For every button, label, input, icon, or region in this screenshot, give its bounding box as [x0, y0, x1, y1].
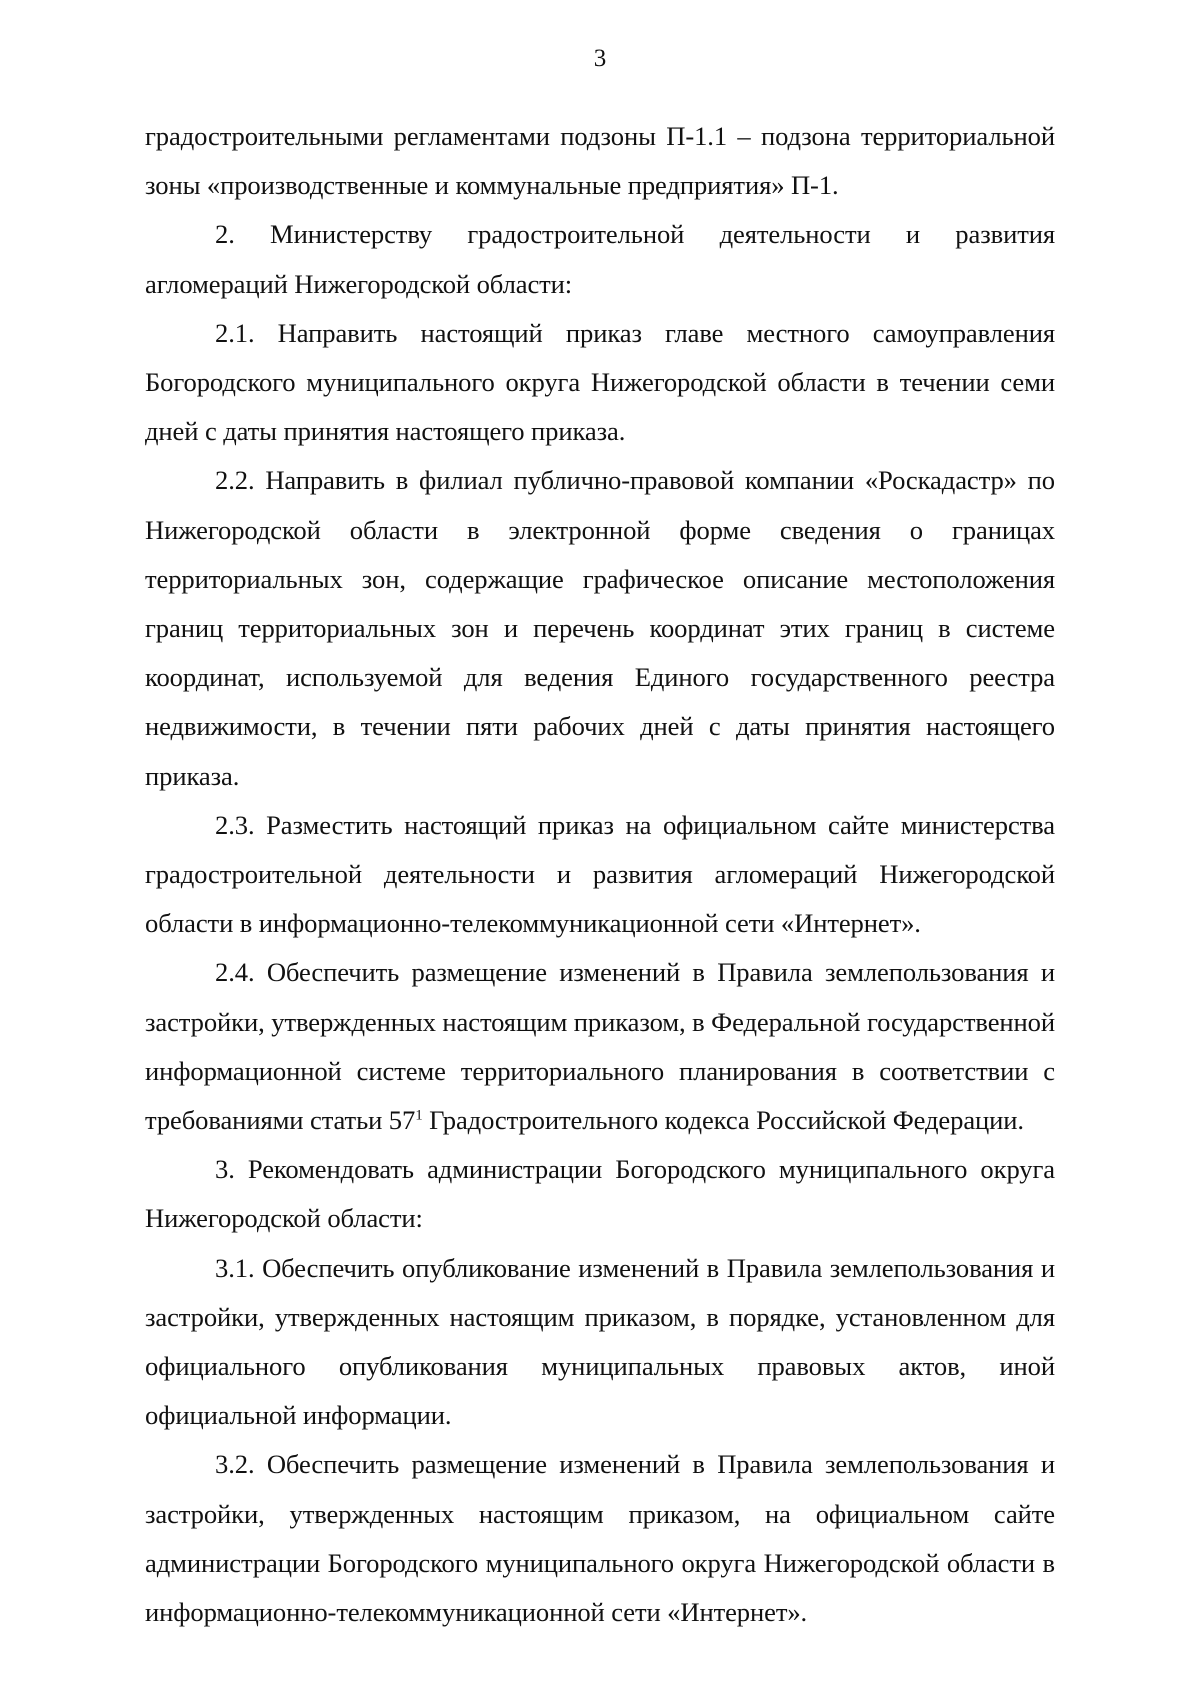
paragraph-item-2-4: [145, 948, 1055, 1145]
article-superscript: 1: [415, 1107, 423, 1124]
paragraph-item-3-2: 3.2. Обеспечить размещение изменений в Правила землепользования и застройки, утвержденных настоящим приказом, на официальном сайте администрации Богородского муниципального округа Нижегородской области в информационно-телекоммуникационной сети «Интернет».: [145, 1449, 1055, 1628]
paragraph-item-2-4-text: 2.4. Обеспечить размещение изменений в Правила землепользования и застройки, утвержденных настоящим приказом, в Федеральной государственной информационной системе территориального планирования в соответствии с требованиями статьи 57: [145, 957, 1055, 1136]
paragraph-item-2: 2. Министерству градостроительной деятельности и развития агломераций Нижегородской области:: [145, 219, 1055, 299]
paragraph-item-3-1: 3.1. Обеспечить опубликование изменений в Правила землепользования и застройки, утвержденных настоящим приказом, в порядке, установленном для официального опубликования муниципальных правовых актов, иной официальной информации.: [145, 1252, 1055, 1431]
paragraph-item-2-3: 2.3. Разместить настоящий приказ на официальном сайте министерства градостроительной деятельности и развития агломераций Нижегородской области в информационно-телекоммуникационной сети «Интернет».: [145, 809, 1055, 939]
paragraph-item-2-4-text-end: Градостроительного кодекса Российской Федерации.: [422, 1105, 1024, 1136]
paragraph-continuation: градостроительными регламентами подзоны П-1.1 – подзона территориальной зоны «производственные и коммунальные предприятия» П-1.: [145, 121, 1055, 201]
document-body: [145, 112, 1055, 1637]
paragraph-item-2-2: 2.2. Направить в филиал публично-правовой компании «Роскадастр» по Нижегородской области в электронной форме сведения о границах территориальных зон, содержащие графическое описание местоположения границ территориальных зон и перечень координат этих границ в системе координат, используемой для ведения Единого государственного реестра недвижимости, в течении пяти рабочих дней с даты принятия настоящего приказа.: [145, 465, 1055, 791]
paragraph-item-2-1: 2.1. Направить настоящий приказ главе местного самоуправления Богородского муниципального округа Нижегородской области в течении семи дней с даты принятия настоящего приказа.: [145, 317, 1055, 447]
paragraph-item-3: 3. Рекомендовать администрации Богородского муниципального округа Нижегородской области:: [145, 1154, 1055, 1234]
page-number: 3: [593, 45, 607, 72]
